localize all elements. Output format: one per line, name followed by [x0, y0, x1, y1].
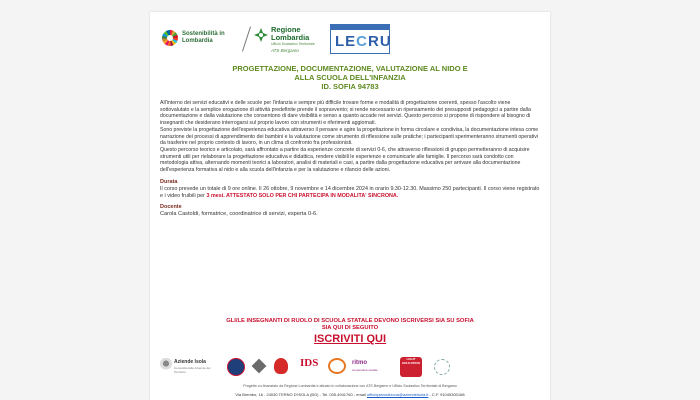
ids-logo [298, 357, 322, 377]
partner-logos [150, 354, 550, 380]
durata-text [160, 186, 540, 200]
title-line-3: ID. SOFIA 94783 [321, 82, 379, 91]
region-name: Regione Lombardia [271, 25, 310, 42]
durata-heading: Durata [160, 178, 178, 185]
lecru-part-2: C [356, 33, 369, 50]
title-line-1: PROGETTAZIONE, DOCUMENTAZIONE, VALUTAZIONE AL NIDO E [232, 64, 468, 73]
description-paragraph-3: Questo percorso teorico e articolato, sarà affrontato a partire da esperienze concrete di servizi 0-6, che attraverso riflessioni di gruppo permetteranno di acquisire strumenti utili per rielaborare la progettazione educativa e didattica, rendere visibili le esperienze e comunicarle alle famiglie. Il percorso sarà condotto con metodologia attiva, alternando momenti teorici a laboratori, analisi di materiali e casi, a partire dalla progettazione educativa per arrivare alla documentazione dell'esperienza formativa al nido e alla scuola dell'infanzia e per la valutazione e rilancio delle azioni. [160, 146, 530, 174]
footer-contacts [150, 392, 550, 397]
aziende-isola-logo [160, 357, 218, 377]
sdg-logo [162, 30, 242, 48]
ids-wordmark: IDS [300, 357, 319, 369]
logo-divider [242, 26, 251, 51]
enrollment-notice [160, 318, 540, 333]
cube-logo [250, 357, 268, 377]
iscriviti-link[interactable]: ISCRIVITI QUI [313, 333, 387, 345]
red-shield-logo [272, 357, 290, 377]
cube-icon [252, 359, 267, 374]
course-description [160, 100, 540, 218]
durata-line: Il corso prevede un totale di 9 ore online. Il 26 ottobre, 9 novembre e 14 dicembre 2024 in orario 9.30-12.30. Massimo 250 partecipanti. Il corso viene registrato e i video fruibili per [160, 185, 540, 199]
flyer-page [150, 12, 550, 400]
notice-line-1: GLI/LE INSEGNANTI DI RUOLO DI SCUOLA STATALE DEVONO ISCRIVERSI SIA SU SOFIA [226, 318, 474, 324]
description-paragraph-1: All'interno dei servizi educativi e delle scuole per l'infanzia e sempre più difficile trovare forme e modalità di progettazione coerenti, spesso l'ascolto viene sottovalutato e la semplice erogazione di attività predefinite prende il sopravvento; si rende necessario un ripensamento dei presupposti pedagogici a partire dalla documentazione e dalla valutazione che consentono di dare visibilità e senso a quanto accade nei servizi. Questo percorso si propone di rispondere al bisogno di insegnanti che desiderano interrogarsi sul proprio lavoro con strumenti e riferimenti aggiornati. [160, 100, 531, 127]
lecru-top-bar [331, 25, 389, 30]
title-line-2: ALLA SCUOLA DELL'INFANZIA [294, 73, 406, 82]
regione-lombardia-logo [254, 26, 324, 56]
red-shield-icon [274, 358, 288, 374]
footer-email-link[interactable]: ufficiopianodizona@aziendeisola.it [366, 392, 429, 397]
flower-icon [434, 359, 450, 375]
school-badge-icon [227, 358, 245, 376]
lecru-part-1: LE [335, 33, 357, 50]
lecru-logo [330, 24, 390, 54]
aziende-isola-sub: Comunità delle Aziende del Territorio [174, 366, 211, 374]
description-paragraph-2: Sono previste la progettazione dell'esperienza educativa attraverso il pensare e agire la progettazione in forma circolare e condivisa, la documentazione intesa come narrazione dei processi di apprendimento dei bambini e la valutazione come strumento di riflessione sulle pratiche; i partecipanti sperimenteranno strumenti operativi da trasferire nel proprio contesto di lavoro, in un clima di confronto fra professionisti. [160, 126, 539, 147]
flower-logo [430, 357, 454, 377]
lombardia-rose-icon [254, 28, 268, 42]
sdg-wheel-icon [162, 30, 178, 46]
region-ats: ATS Bergamo [271, 48, 299, 53]
ritmo-logo [352, 357, 394, 377]
sdg-logo-text: Sostenibilità in Lombardia [182, 31, 225, 44]
aziende-isola-name: Aziende Isola [174, 359, 206, 365]
school-badge-logo [225, 357, 245, 377]
aziende-isola-icon [160, 358, 172, 372]
docente-heading: Docente [160, 204, 182, 211]
ritmo-wordmark: ritmo [352, 360, 367, 366]
footer-tail: - C.F. 91045300168 [429, 392, 465, 397]
light-education-wordmark: LIGHT EDUCATION [400, 357, 422, 377]
lecru-part-3: RU [368, 33, 392, 50]
lecru-wordmark [335, 33, 392, 50]
footer-credits: Progetto co-finanziato da Regione Lombardia e attuato in collaborazione con ATS Bergamo e Ufficio Scolastico Territoriale di Bergamo [243, 384, 457, 388]
region-subtitle: Ufficio Scolastico Territoriale [271, 42, 315, 46]
footer-address: Via Brembo, 16 - 24030 TERNO D'ISOLA (BG) - Tel. 035.4941760 - email [235, 392, 366, 397]
docente-text: Carola Castoldi, formatrice, coordinatrice di servizi, esperta 0-6. [160, 211, 318, 218]
light-education-logo [400, 357, 422, 377]
course-title [160, 64, 540, 91]
orange-ring-icon [328, 358, 346, 374]
ritmo-sub: cooperativa sociale [352, 368, 378, 372]
orange-ring-logo [328, 357, 348, 377]
notice-line-2: SIA QUI DI SEGUITO [321, 325, 379, 332]
logo-header [150, 20, 550, 60]
durata-highlight: 3 mesi. ATTESTATO SOLO PER CHI PARTECIPA IN MODALITA' SINCRONA. [206, 192, 399, 199]
